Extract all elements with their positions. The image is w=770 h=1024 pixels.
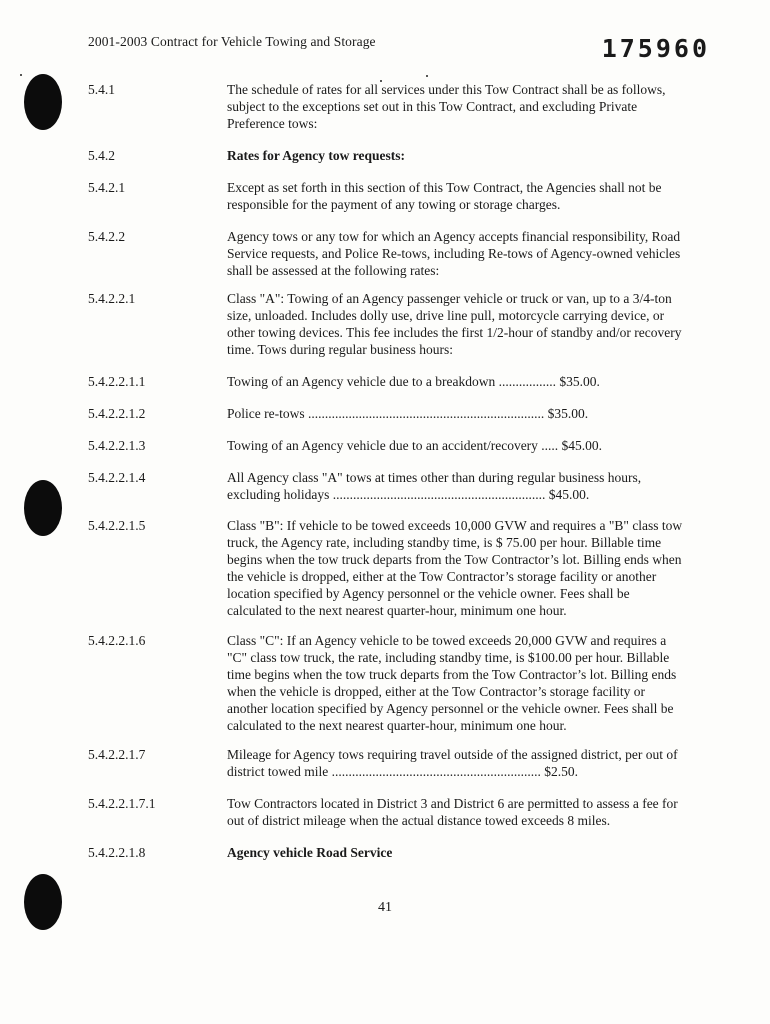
section-number: 5.4.2 — [88, 148, 115, 163]
section-text: Class "C": If an Agency vehicle to be towed exceeds 20,000 GVW and requires a "C" class tow truck, the rate, including standby time, is $100.00 per hour. Billable time begins when the tow truck departs from the Tow Contractor’s lot. Billing ends when the vehicle is dropped, either at the Tow Contractor’s storage facility or another location specified by Agency personnel or the vehicle owner. Fees shall be calculated to the next nearest quarter-hour, minimum one hour. — [227, 633, 677, 733]
section-number: 5.4.2.2.1.4 — [88, 470, 146, 485]
section-number: 5.4.2.2.1.5 — [88, 518, 146, 533]
binder-hole-top — [24, 74, 62, 130]
section-text: Class "B": If vehicle to be towed exceeds 10,000 GVW and requires a "B" class tow truck, the Agency rate, including standby time, is $ 75.00 per hour. Billable time begins when the tow truck departs from the Tow Contractor’s lot. Billing ends when the vehicle is dropped, either at the Tow Contractor’s storage facility or another location specified by Agency personnel or the vehicle owner. Fees shall be calculated to the next nearest quarter-hour, minimum one hour. — [227, 518, 683, 618]
section-text: Agency tows or any tow for which an Agency accepts financial responsibility, Road Service requests, and Police Re-tows, including Re-tows of Agency-owned vehicles shall be assessed at the following rates: — [227, 229, 681, 278]
section-heading-text: Agency vehicle Road Service — [227, 845, 393, 860]
section-text: Tow Contractors located in District 3 and District 6 are permitted to assess a fee for out of district mileage when the actual distance towed exceeds 8 miles. — [227, 796, 678, 828]
section-number: 5.4.2.2.1.2 — [88, 406, 146, 421]
section-number: 5.4.1 — [88, 82, 115, 97]
binder-hole-middle — [24, 480, 62, 536]
section-text: Police re-tows ...................................................................... $35.00. — [227, 406, 589, 421]
section-number: 5.4.2.2.1.8 — [88, 845, 146, 860]
section-text: Except as set forth in this section of this Tow Contract, the Agencies shall not be responsible for the payment of any towing or storage charges. — [227, 180, 662, 212]
section-text: Class "A": Towing of an Agency passenger vehicle or truck or van, up to a 3/4-ton size, unloaded. Includes dolly use, drive line pull, motorcycle carrying device, or other towing devices. This fee includes the first 1/2-hour of standby and/or recovery time. Tows during regular business hours: — [227, 291, 682, 357]
section-number: 5.4.2.2.1.1 — [88, 374, 146, 389]
page-number: 41 — [378, 900, 392, 915]
section-number: 5.4.2.2.1.6 — [88, 633, 146, 648]
header-title: 2001-2003 Contract for Vehicle Towing and Storage — [88, 34, 376, 49]
section-heading — [227, 147, 683, 164]
section-number: 5.4.2.2.1.3 — [88, 438, 146, 453]
section-heading — [227, 844, 683, 861]
section-number: 5.4.2.2.1.7.1 — [88, 796, 156, 811]
section-text: All Agency class "A" tows at times other than during regular business hours, excluding holidays ............................................................... $45.00. — [227, 470, 642, 502]
section-number: 5.4.2.2.1.7 — [88, 747, 146, 762]
section-number: 5.4.2.1 — [88, 180, 126, 195]
document-number: 175960 — [601, 34, 710, 63]
scan-speck — [426, 75, 428, 77]
section-heading-text: Rates for Agency tow requests: — [227, 148, 405, 163]
section-text: Towing of an Agency vehicle due to an accident/recovery ..... $45.00. — [227, 438, 603, 453]
section-text: Mileage for Agency tows requiring travel outside of the assigned district, per out of district towed mile .............................................................. $2.50. — [227, 747, 678, 779]
section-number: 5.4.2.2 — [88, 229, 126, 244]
section-text: Towing of an Agency vehicle due to a breakdown ................. $35.00. — [227, 374, 600, 389]
scan-speck — [20, 74, 22, 76]
section-text: The schedule of rates for all services under this Tow Contract shall be as follows, subject to the exceptions set out in this Tow Contract, and excluding Private Preference tows: — [227, 82, 666, 131]
section-number: 5.4.2.2.1 — [88, 291, 136, 306]
